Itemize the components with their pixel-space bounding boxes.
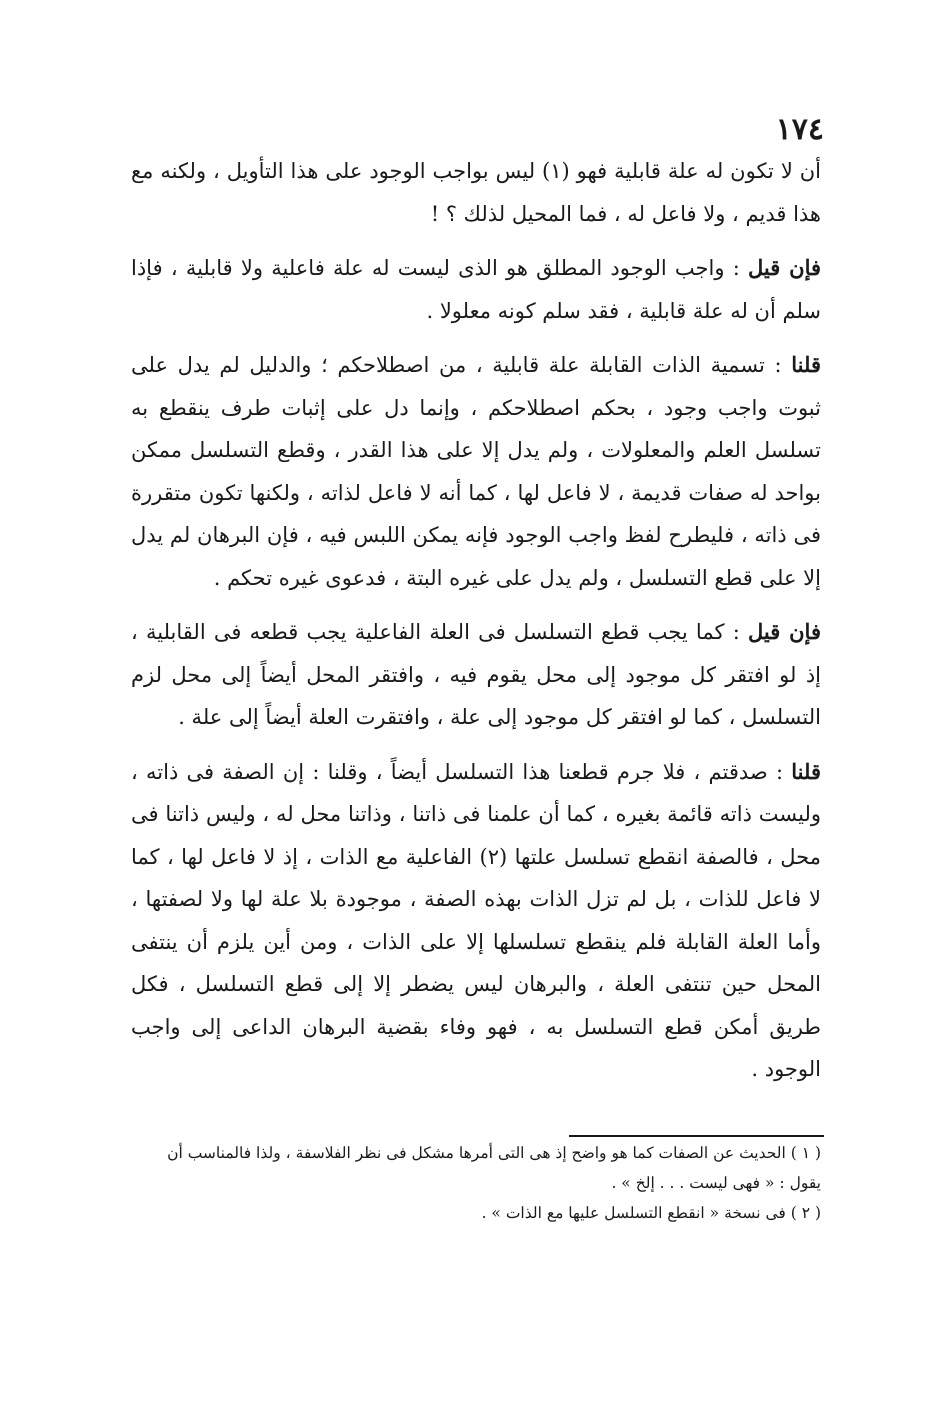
paragraph-lead: قلنا bbox=[791, 758, 821, 784]
footnote: ( ١ ) الحديث عن الصفات كما هو واضح إذ هى التى أمرها مشكل فى نظر الفلاسفة ، ولذا فالمناسب أن يقول : « فهى ليست . . . إلخ » . bbox=[167, 1144, 821, 1192]
page-number: ١٧٤ bbox=[775, 112, 824, 147]
footnote: ( ٢ ) فى نسخة « انقطع التسلسل عليها مع الذات » . bbox=[481, 1204, 821, 1222]
paragraph-lead: فإن قيل bbox=[748, 619, 821, 644]
paragraph-text: أن لا تكون له علة قابلية فهو (١) ليس بواجب الوجود على هذا التأويل ، ولكنه مع هذا قديم ، ولا فاعل له ، فما المحيل لذلك ؟ ! bbox=[131, 159, 821, 226]
paragraph-lead: فإن قيل bbox=[748, 255, 822, 280]
paragraph-text: : صدقتم ، فلا جرم قطعنا هذا التسلسل أيضاً ، وقلنا : إن الصفة فى ذاته ، وليست ذاته قائمة بغيره ، كما أن علمنا فى ذاتنا ، وذاتنا محل له ، وليس ذاتنا فى محل ، فالصفة انقطع تسلسل علتها (٢) الفاعلية مع الذات ، إذ لا فاعل لها ، كما لا فاعل للذات ، بل لم تزل الذات بهذه الصفة ، موجودة بلا علة لها ولا لصفتها ، وأما العلة القابلة فلم ينقطع تسلسلها إلا على الذات ، ومن أين يلزم أن ينتفى المحل حين تنتفى العلة ، والبرهان ليس يضطر إلا إلى قطع التسلسل ، فكل طريق أمكن قطع التسلسل به ، فهو وفاء بقضية البرهان الداعى إلى واجب الوجود . bbox=[131, 759, 821, 1081]
footnotes bbox=[131, 1138, 821, 1228]
paragraph-text: : تسمية الذات القابلة علة قابلية ، من اصطلاحكم ؛ والدليل لم يدل على ثبوت واجب وجود ، بحكم اصطلاحكم ، وإنما دل على إثبات طرف ينقطع به تسلسل العلم والمعلولات ، ولم يدل إلا على هذا القدر ، وقطع التسلسل ممكن بواحد له صفات قديمة ، لا فاعل لها ، كما أنه لا فاعل لذاته ، ولكنها تكون متقررة فى ذاته ، فليطرح لفظ واجب الوجود فإنه يمكن اللبس فيه ، فإن البرهان لم يدل إلا على قطع التسلسل ، ولم يدل على غيره البتة ، فدعوى غيره تحكم . bbox=[131, 353, 821, 590]
paragraph-text: : واجب الوجود المطلق هو الذى ليست له علة فاعلية ولا قابلية ، فإذا سلم أن له علة قابلية ، فقد سلم كونه معلولا . bbox=[131, 256, 821, 323]
footnote-divider bbox=[569, 1135, 824, 1137]
main-text bbox=[131, 150, 821, 1103]
paragraph bbox=[131, 247, 821, 332]
paragraph-lead: قلنا bbox=[791, 352, 821, 377]
paragraph bbox=[131, 150, 821, 235]
paragraph bbox=[131, 751, 821, 1091]
paragraph-text: : كما يجب قطع التسلسل فى العلة الفاعلية يجب قطعه فى القابلية ، إذ لو افتقر كل موجود إلى محل يقوم فيه ، وافتقر المحل أيضاً إلى محل لزم التسلسل ، كما لو افتقر كل موجود إلى علة ، وافتقرت العلة أيضاً إلى علة . bbox=[131, 620, 821, 729]
paragraph bbox=[131, 611, 821, 739]
paragraph bbox=[131, 344, 821, 599]
